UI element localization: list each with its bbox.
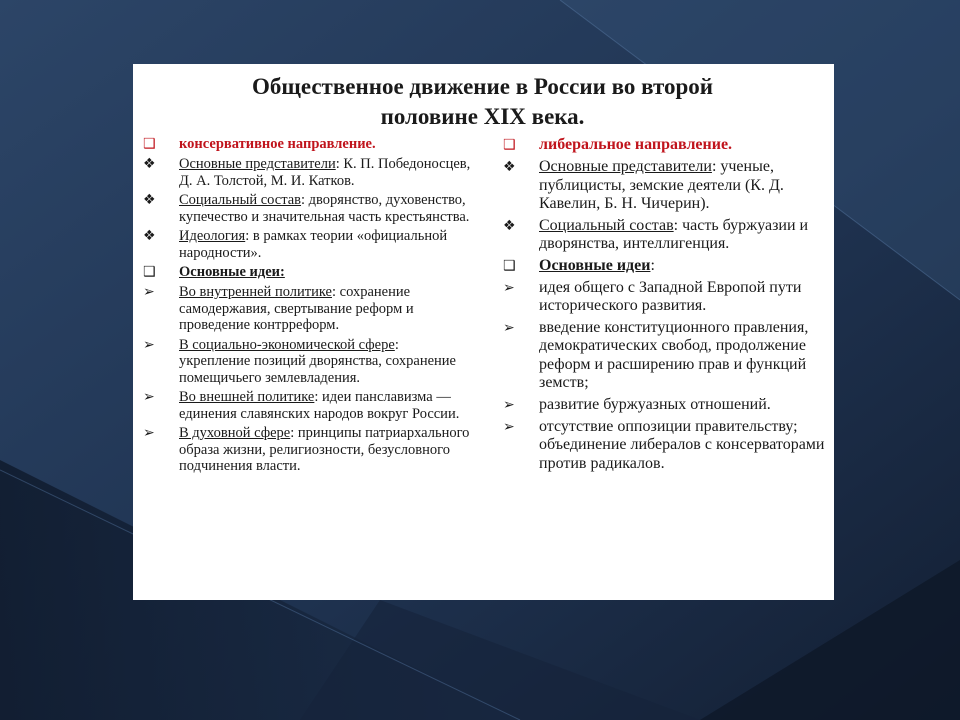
item-term: Основные представители xyxy=(539,158,712,175)
list-item xyxy=(141,156,471,189)
liberal-column xyxy=(501,136,826,476)
item-rest: : в рамках теории «официальной народности». xyxy=(179,228,448,261)
item-term: Идеология xyxy=(179,228,246,244)
arrow-bullet-icon: ➢ xyxy=(143,336,155,353)
arrow-bullet-icon: ➢ xyxy=(503,418,515,435)
conservative-ideas-heading: Основные идеи: xyxy=(179,264,285,280)
item-rest: : сохранение самодержавия, свертывание реформ и проведение контрреформ. xyxy=(179,284,414,333)
list-item-text xyxy=(539,217,826,254)
item-term: В социально-экономической сфере xyxy=(179,336,395,353)
item-term: Во внешней политике xyxy=(179,389,315,405)
conservative-heading: консервативное направление. xyxy=(179,136,376,152)
item-term: Основные представители xyxy=(179,156,336,172)
liberal-heading-item xyxy=(501,136,826,155)
list-item xyxy=(141,389,471,422)
list-item-text xyxy=(179,425,471,475)
diamond-bullet-icon: ❖ xyxy=(143,228,156,244)
two-column-content xyxy=(141,136,824,606)
ideas-heading-colon: : xyxy=(650,256,655,274)
arrow-bullet-icon: ➢ xyxy=(143,425,155,441)
diamond-bullet-icon: ❖ xyxy=(503,159,516,175)
checkbox-bullet-icon: ❑ xyxy=(503,257,516,274)
arrow-bullet-icon: ➢ xyxy=(143,284,155,300)
item-rest: : часть буржуазии и дворянства, интеллигенция. xyxy=(539,216,809,252)
page-title xyxy=(141,72,824,132)
conservative-column xyxy=(141,136,471,478)
list-item xyxy=(501,418,826,474)
item-term: Во внутренней политике xyxy=(179,284,332,300)
checkbox-bullet-icon: ❑ xyxy=(503,137,516,153)
item-rest: : принципы патриархального образа жизни, религиозности, безусловного подчинения власти. xyxy=(179,425,470,474)
list-item-text xyxy=(179,192,471,225)
list-item-text: идея общего с Западной Европой пути исторического развития. xyxy=(539,278,802,314)
list-item-text xyxy=(179,337,471,387)
conservative-heading-item xyxy=(141,136,471,153)
item-rest: : дворянство, духовенство, купечество и значительная часть крестьянства. xyxy=(179,192,470,225)
content-sheet xyxy=(133,64,834,600)
diamond-bullet-icon: ❖ xyxy=(503,217,516,234)
diamond-bullet-icon: ❖ xyxy=(143,156,156,172)
list-item-text xyxy=(179,389,471,422)
arrow-bullet-icon: ➢ xyxy=(503,319,515,336)
diamond-bullet-icon: ❖ xyxy=(143,192,156,208)
list-item xyxy=(501,396,826,415)
liberal-heading: либеральное направление. xyxy=(539,136,733,153)
list-item-text xyxy=(179,228,471,261)
item-term: Социальный состав xyxy=(179,192,302,208)
title-line-2: половине XIX века. xyxy=(380,104,585,129)
title-line-1: Общественное движение в России во второй xyxy=(252,74,713,99)
list-item xyxy=(141,284,471,334)
item-term: В духовной сфере xyxy=(179,425,291,441)
list-item xyxy=(501,279,826,316)
arrow-bullet-icon: ➢ xyxy=(503,396,515,413)
list-item-text: развитие буржуазных отношений. xyxy=(539,395,771,413)
list-item-text: введение конституционного правления, демократических свобод, продолжение реформ и расширению прав и функций земств; xyxy=(539,318,809,391)
list-item xyxy=(501,217,826,254)
list-item xyxy=(141,337,471,387)
ideas-heading-item xyxy=(141,264,471,281)
list-item-text xyxy=(179,284,471,334)
checkbox-bullet-icon: ❑ xyxy=(143,136,156,152)
ideas-heading-item xyxy=(501,257,826,276)
item-rest: : ученые, публицисты, земские деятели (К. Д. Кавелин, Б. Н. Чичерин). xyxy=(539,158,784,212)
list-item-text xyxy=(179,156,471,189)
item-rest: : идеи панславизма — единения славянских народов вокруг России. xyxy=(179,389,460,422)
arrow-bullet-icon: ➢ xyxy=(503,279,515,296)
list-item-text: отсутствие оппозиции правительству; объединение либералов с консерваторами против радикалов. xyxy=(539,417,825,472)
list-item xyxy=(141,228,471,261)
list-item xyxy=(501,158,826,214)
ideas-heading-text: Основные идеи xyxy=(539,256,651,274)
list-item xyxy=(141,425,471,475)
item-rest: : укрепление позиций дворянства, сохранение помещичьего землевладения. xyxy=(179,336,456,386)
item-term: Социальный состав xyxy=(539,216,674,234)
list-item-text xyxy=(539,158,826,214)
list-item xyxy=(141,192,471,225)
liberal-ideas-heading xyxy=(539,257,826,276)
item-rest: : К. П. Победоносцев, Д. А. Толстой, М. И. Катков. xyxy=(179,156,471,189)
checkbox-bullet-icon: ❑ xyxy=(143,264,156,280)
arrow-bullet-icon: ➢ xyxy=(143,389,155,405)
list-item xyxy=(501,319,826,393)
